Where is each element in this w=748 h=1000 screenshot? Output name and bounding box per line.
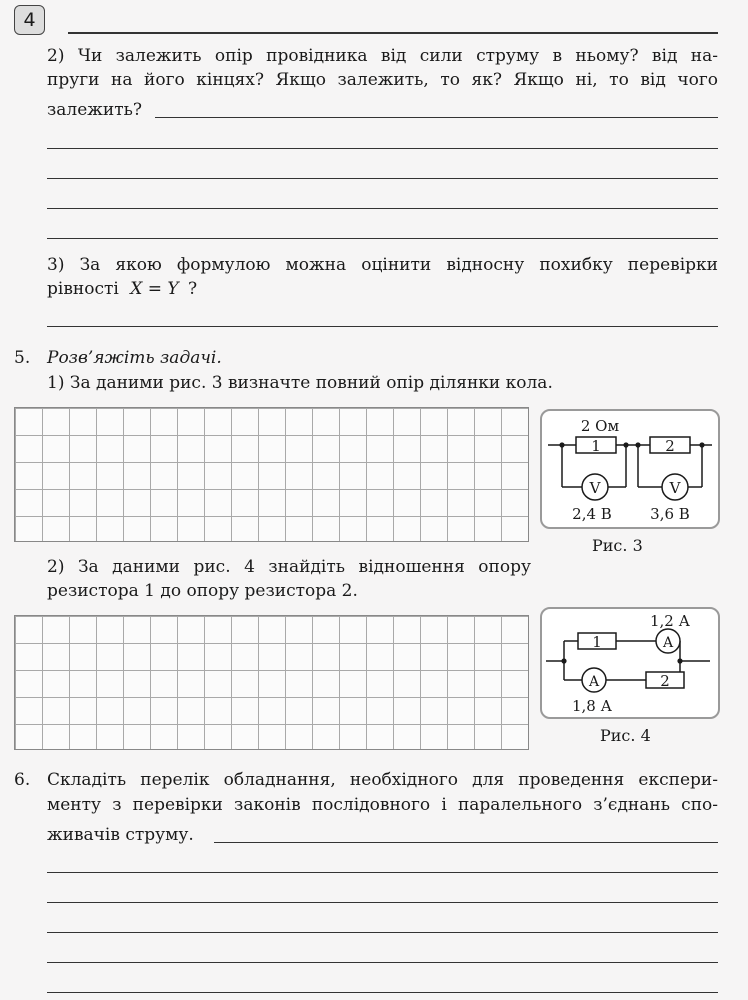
- fig3-voltage-2: 3,6 В: [650, 505, 690, 523]
- fig4-current-bottom: 1,8 А: [572, 697, 612, 715]
- voltmeter-1-icon: V: [589, 479, 601, 497]
- q4-3-suffix: ?: [188, 279, 198, 299]
- q6-line1: Складіть перелік обладнання, необхідного для проведення експери-: [47, 770, 718, 790]
- answer-line[interactable]: [47, 992, 718, 993]
- fig3-voltage-1: 2,4 В: [572, 505, 612, 523]
- fig3-resistor-1-label: 1: [591, 437, 601, 455]
- answer-grid-2[interactable]: [14, 615, 529, 750]
- q5-part2-line2: резистора 1 до опору резистора 2.: [47, 581, 358, 601]
- fig4-resistor-2-label: 2: [660, 672, 670, 690]
- q5-title: Розв’яжіть задачі.: [47, 348, 222, 368]
- figure-4-caption: Рис. 4: [600, 726, 651, 745]
- answer-line[interactable]: [47, 932, 718, 933]
- ammeter-bottom-icon: A: [588, 674, 600, 690]
- q6-line3: живачів струму.: [47, 825, 194, 845]
- q4-3-prefix: рівності: [47, 279, 119, 299]
- voltmeter-2-icon: V: [669, 479, 681, 497]
- header-rule: [68, 32, 718, 34]
- fig4-current-top: 1,2 А: [650, 612, 690, 630]
- page-number: 4: [14, 5, 45, 35]
- q4-2-line1: 2) Чи залежить опір провідника від сили струму в ньому? від на-: [47, 46, 718, 66]
- figure-4-circuit: [542, 609, 718, 717]
- answer-line[interactable]: [47, 902, 718, 903]
- q5-part2-line1: 2) За даними рис. 4 знайдіть відношення опору: [47, 557, 531, 577]
- q4-2-line2: пруги на його кінцях? Якщо залежить, то як? Якщо ні, то від чого: [47, 70, 718, 90]
- answer-line[interactable]: [47, 238, 718, 239]
- answer-line[interactable]: [47, 178, 718, 179]
- answer-line[interactable]: [155, 117, 718, 118]
- fig3-resistance-label: 2 Ом: [580, 417, 620, 435]
- q4-3-line1: 3) За якою формулою можна оцінити відносну похибку перевірки: [47, 255, 718, 275]
- answer-line[interactable]: [47, 872, 718, 873]
- ammeter-top-icon: A: [662, 635, 674, 651]
- fig3-resistor-2-label: 2: [665, 437, 675, 455]
- answer-line[interactable]: [214, 842, 718, 843]
- figure-4-box: [540, 607, 720, 719]
- q4-3-line2: [47, 277, 197, 301]
- figure-3-caption: Рис. 3: [592, 536, 643, 555]
- fig4-resistor-1-label: 1: [592, 633, 602, 651]
- figure-3-box: [540, 409, 720, 529]
- q6-number: 6.: [14, 770, 31, 790]
- q5-number: 5.: [14, 348, 31, 368]
- answer-grid-1[interactable]: [14, 407, 529, 542]
- answer-line[interactable]: [47, 326, 718, 327]
- q5-part1: 1) За даними рис. 3 визначте повний опір ділянки кола.: [47, 373, 553, 393]
- q6-line2: менту з перевірки законів послідовного і паралельного з’єднань спо-: [47, 795, 718, 815]
- answer-line[interactable]: [47, 148, 718, 149]
- answer-line[interactable]: [47, 962, 718, 963]
- answer-line[interactable]: [47, 208, 718, 209]
- formula: X = Y: [130, 279, 179, 299]
- figure-3-circuit: [542, 411, 718, 527]
- q4-2-line3: залежить?: [47, 100, 143, 120]
